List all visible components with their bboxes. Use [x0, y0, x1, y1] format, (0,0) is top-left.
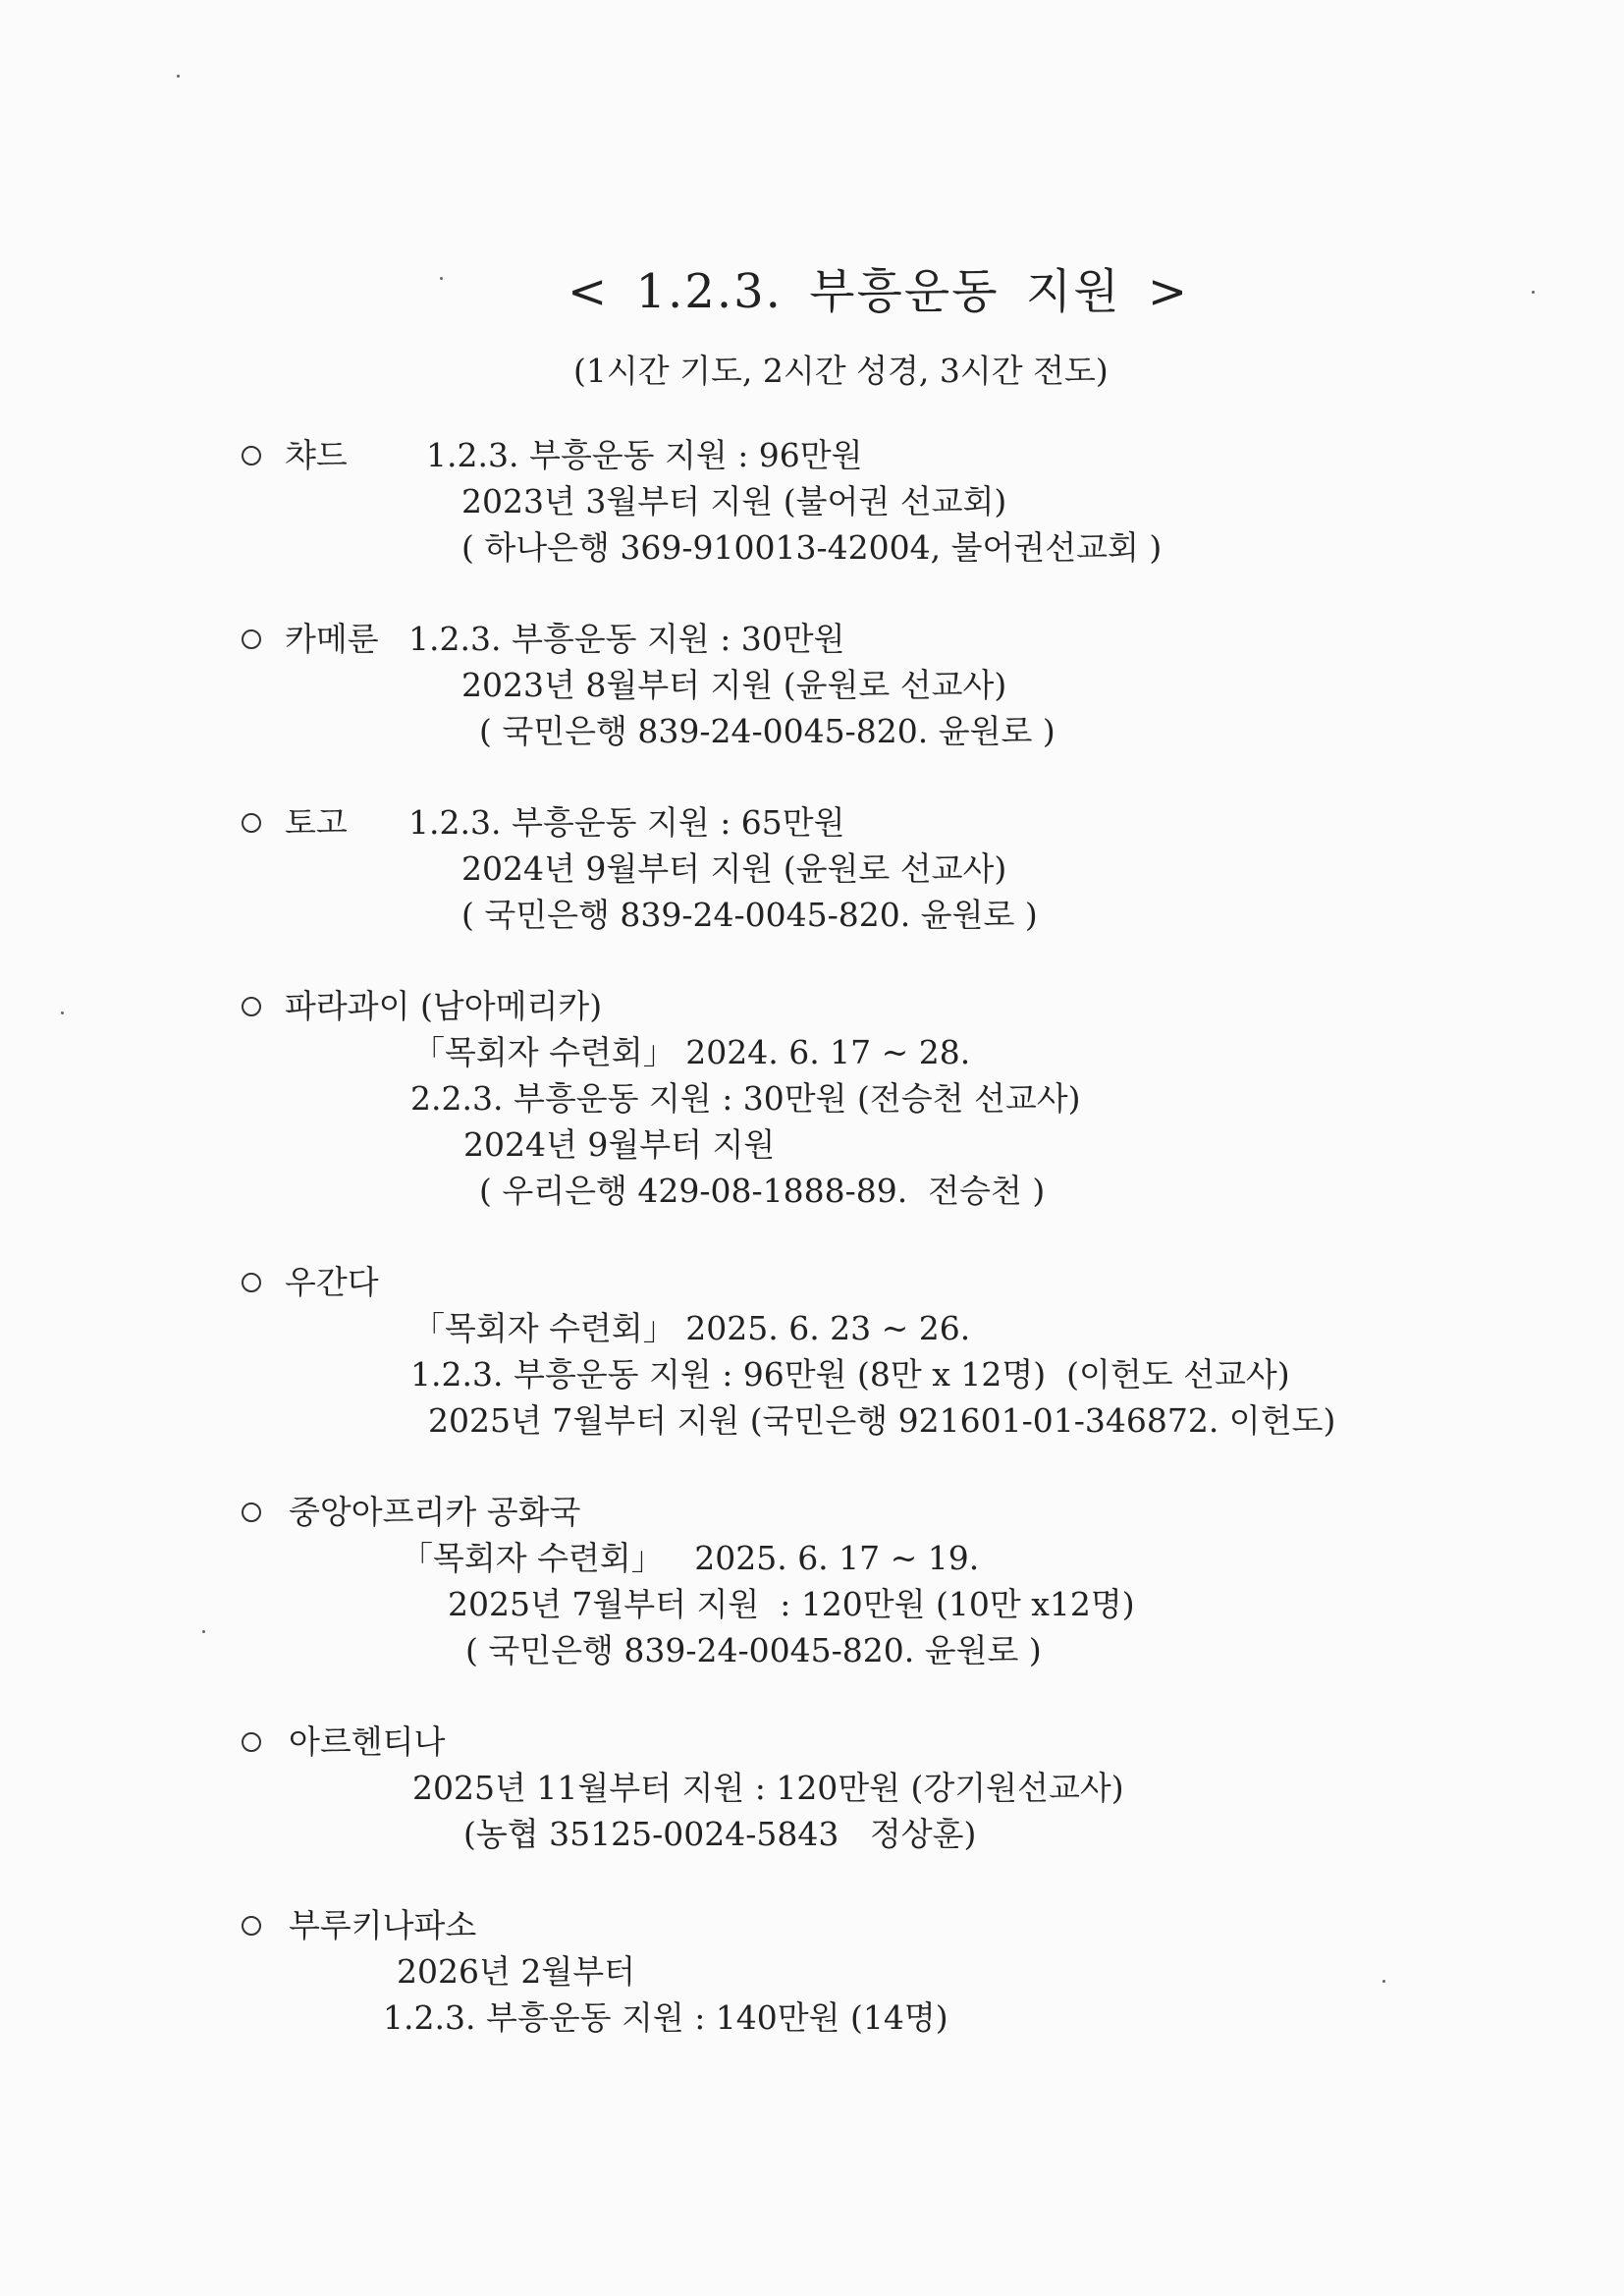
section-name: 카메룬	[285, 620, 379, 658]
section-line: 「목회자 수련회」 2024. 6. 17 ~ 28.	[412, 1033, 971, 1071]
section-line: ( 국민은행 839-24-0045-820. 윤원로 )	[479, 712, 1056, 750]
section-line: 1.2.3. 부흥운동 지원 : 96만원 (8만 x 12명) (이헌도 선교사)	[410, 1355, 1290, 1394]
scan-speck	[177, 75, 180, 78]
section-name: 토고	[285, 803, 348, 842]
section-name: 파라과이 (남아메리카)	[285, 987, 603, 1025]
bullet-icon	[242, 1273, 261, 1292]
bullet-icon	[242, 1916, 261, 1936]
section-line: 2025년 7월부터 지원 (국민은행 921601-01-346872. 이헌도)	[428, 1401, 1336, 1440]
section-name: 아르헨티나	[289, 1722, 446, 1761]
section-line: ( 하나은행 369-910013-42004, 불어권선교회 )	[461, 528, 1163, 567]
scan-speck	[440, 277, 443, 280]
section-line: 「목회자 수련회」 2025. 6. 23 ~ 26.	[412, 1309, 971, 1347]
section-line: 2026년 2월부터	[397, 1952, 635, 1991]
section-name: 챠드	[285, 436, 348, 474]
section-name: 부루키나파소	[289, 1906, 477, 1944]
section-line: 2023년 8월부터 지원 (윤원로 선교사)	[461, 666, 1007, 704]
page-title: < 1.2.3. 부흥운동 지원 >	[568, 264, 1190, 319]
page-subtitle: (1시간 기도, 2시간 성경, 3시간 전도)	[573, 352, 1109, 390]
section-line: 2025년 7월부터 지원 : 120만원 (10만 x12명)	[448, 1585, 1135, 1623]
section-line: ( 국민은행 839-24-0045-820. 윤원로 )	[465, 1631, 1042, 1669]
section-line: 2024년 9월부터 지원	[463, 1125, 776, 1164]
section-line: 2025년 11월부터 지원 : 120만원 (강기원선교사)	[412, 1769, 1124, 1807]
section-line: ( 우리은행 429-08-1888-89. 전승천 )	[479, 1172, 1046, 1210]
section-line: ( 국민은행 839-24-0045-820. 윤원로 )	[461, 896, 1038, 934]
bullet-icon	[242, 997, 261, 1016]
scan-speck	[1532, 291, 1535, 294]
section-line: 1.2.3. 부흥운동 지원 : 30만원	[408, 620, 845, 658]
section-name: 중앙아프리카 공화국	[289, 1493, 581, 1531]
bullet-icon	[242, 813, 261, 833]
section-line: 1.2.3. 부흥운동 지원 : 65만원	[408, 803, 845, 842]
scan-speck	[61, 1011, 64, 1014]
section-line: 2.2.3. 부흥운동 지원 : 30만원 (전승천 선교사)	[410, 1079, 1081, 1118]
section-line: 1.2.3. 부흥운동 지원 : 140만원 (14명)	[383, 1998, 948, 2037]
section-name: 우간다	[285, 1263, 379, 1301]
bullet-icon	[242, 1732, 261, 1752]
section-line: 2023년 3월부터 지원 (불어권 선교회)	[461, 482, 1007, 520]
bullet-icon	[242, 1503, 261, 1522]
scan-speck	[202, 1630, 205, 1633]
bullet-icon	[242, 446, 261, 465]
section-line: (농협 35125-0024-5843 정상훈)	[463, 1815, 977, 1853]
bullet-icon	[242, 629, 261, 649]
scan-speck	[1382, 1980, 1385, 1983]
section-line: 2024년 9월부터 지원 (윤원로 선교사)	[461, 849, 1007, 888]
section-line: 1.2.3. 부흥운동 지원 : 96만원	[426, 436, 863, 474]
section-line: 「목회자 수련회」 2025. 6. 17 ~ 19.	[401, 1539, 980, 1577]
